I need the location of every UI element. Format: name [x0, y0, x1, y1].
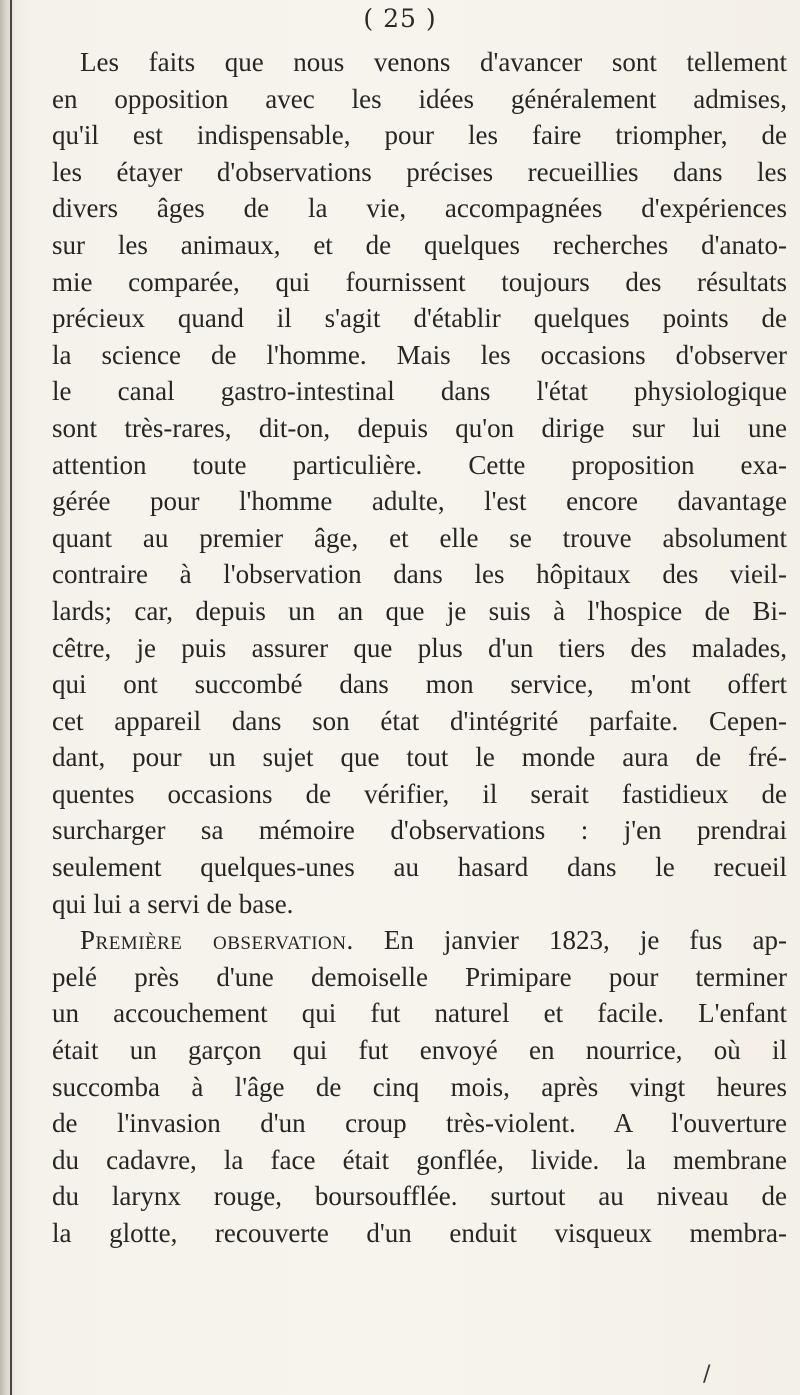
- text-line: quant au premier âge, et elle se trouve absolument: [52, 522, 787, 553]
- text-line: de l'invasion d'un croup très-violent. A l'ouverture: [52, 1108, 787, 1139]
- stray-mark: /: [703, 1362, 711, 1387]
- paragraph-observation: [52, 959, 787, 1252]
- text-line: quentes occasions de vérifier, il serait fastidieux de: [52, 778, 787, 809]
- text-line: pelé près d'une demoiselle Primipare pour terminer: [52, 961, 787, 992]
- text-line: du larynx rouge, boursoufflée. surtout au niveau de: [52, 1181, 787, 1212]
- observation-heading: Première observation.: [80, 925, 354, 956]
- observation-first-line: [52, 922, 787, 959]
- text-line: sont très-rares, dit-on, depuis qu'on dirige sur lui une: [52, 412, 787, 443]
- body-text: [52, 44, 787, 1252]
- paragraph-intro: [52, 44, 787, 922]
- text-line: seulement quelques-unes au hasard dans le recueil: [52, 852, 787, 883]
- margin-rule: [10, 0, 12, 1395]
- observation-first-line-text: En janvier 1823, je fus ap-: [353, 925, 787, 956]
- text-line: gérée pour l'homme adulte, l'est encore davantage: [52, 486, 787, 517]
- page-number: ( 25 ): [363, 4, 437, 33]
- text-line: Les faits que nous venons d'avancer sont tellement: [80, 47, 787, 77]
- text-line: qui lui a servi de base.: [52, 888, 294, 919]
- text-line: divers âges de la vie, accompagnées d'expériences: [52, 193, 787, 224]
- text-line: surcharger sa mémoire d'observations : j'en prendrai: [52, 815, 787, 846]
- text-line: du cadavre, la face était gonflée, livide. la membrane: [52, 1144, 787, 1175]
- text-line: la glotte, recouverte d'un enduit visqueux membra-: [52, 1218, 787, 1248]
- text-line: lards; car, depuis un an que je suis à l'hospice de Bi-: [52, 595, 787, 626]
- text-line: était un garçon qui fut envoyé en nourrice, où il: [52, 1035, 787, 1066]
- text-line: contraire à l'observation dans les hôpitaux des vieil-: [52, 559, 787, 590]
- text-line: sur les animaux, et de quelques recherches d'anato-: [52, 229, 787, 260]
- text-line: dant, pour un sujet que tout le monde aura de fré-: [52, 742, 787, 773]
- text-line: précieux quand il s'agit d'établir quelques points de: [52, 303, 787, 334]
- text-line: qui ont succombé dans mon service, m'ont offert: [52, 669, 787, 700]
- text-line: un accouchement qui fut naturel et facile. L'enfant: [52, 998, 787, 1029]
- text-line: succomba à l'âge de cinq mois, après vingt heures: [52, 1071, 787, 1102]
- text-line: attention toute particulière. Cette proposition exa-: [52, 449, 787, 480]
- text-line: mie comparée, qui fournissent toujours des résultats: [52, 266, 787, 297]
- text-line: cêtre, je puis assurer que plus d'un tiers des malades,: [52, 632, 787, 663]
- text-line: les étayer d'observations précises recueillies dans les: [52, 156, 787, 187]
- text-line: qu'il est indispensable, pour les faire triompher, de: [52, 120, 787, 151]
- text-line: cet appareil dans son état d'intégrité parfaite. Cepen-: [52, 705, 787, 736]
- text-line: la science de l'homme. Mais les occasions d'observer: [52, 339, 787, 370]
- text-line: en opposition avec les idées généralement admises,: [52, 83, 787, 114]
- text-line: le canal gastro-intestinal dans l'état physiologique: [52, 376, 787, 407]
